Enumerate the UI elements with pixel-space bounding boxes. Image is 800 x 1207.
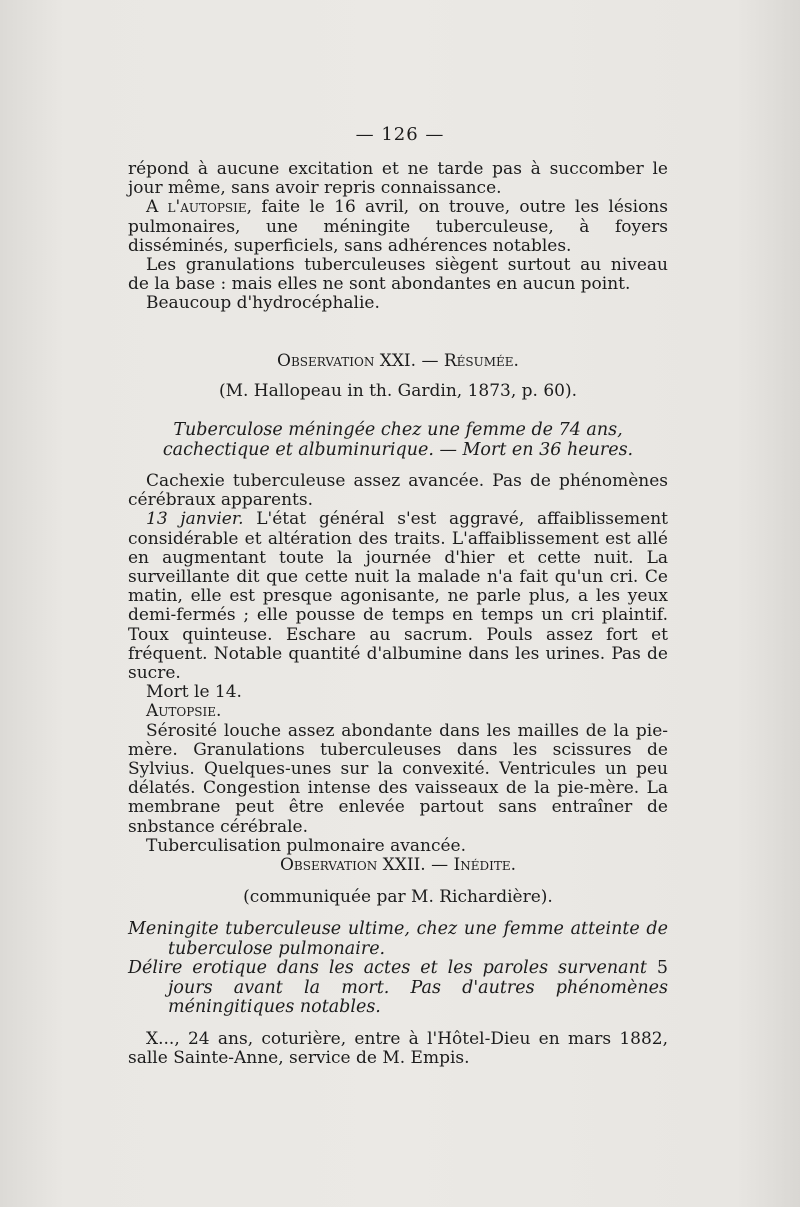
autopsy-paragraph xyxy=(128,198,668,256)
page-number: — 126 — xyxy=(355,124,445,145)
paragraph: Cachexie tuberculeuse assez avancée. Pas de phénomènes cérébraux apparents. xyxy=(128,471,668,511)
obs22-source-text: (communiquée par M. Richardière). xyxy=(243,887,553,907)
paragraph: Beaucoup d'hydrocéphalie. xyxy=(146,293,380,314)
paragraph: X..., 24 ans, coturière, entre à l'Hôtel-Dieu en mars 1882, salle Sainte-Anne, service de M. Empis. xyxy=(128,1029,668,1069)
paragraph: répond à aucune excitation et ne tarde pas à succomber le jour même, sans avoir repris connaissance. xyxy=(128,159,668,199)
autopsy-text: faite le 16 avril, on trouve, outre les lésions pulmonaires, une méningite tuberculeuse, à foyers disséminés, superficiels, sans adhérences notables. xyxy=(128,197,668,256)
obs22-body xyxy=(128,1030,668,1068)
obs22-title: Observation XXII. — Inédite. xyxy=(279,855,517,875)
obs21-heading xyxy=(128,352,668,371)
obs22-heading xyxy=(128,856,668,875)
summary-line: Meningite tuberculeuse ultime, chez une femme atteinte de tuberculose pulmonaire. xyxy=(128,919,668,959)
obs21-title: Observation XXI. — Résumée. xyxy=(277,351,519,371)
summary-line xyxy=(128,959,668,1018)
paragraph: Sérosité louche assez abondante dans les mailles de la pie-mère. Granulations tuberculeuses dans les scissures de Sylvius. Quelques-unes sur la convexité. Ventricules un peu délatés. Congestion intense des vaisseaux de la pie-mère. La membrane peut être enlevée partout sans entraîner de snbstance cérébrale. xyxy=(128,720,668,837)
obs21-source-text: (M. Hallopeau in th. Gardin, 1873, p. 60). xyxy=(218,381,578,401)
obs22-source xyxy=(128,888,668,907)
death-line: Mort le 14. xyxy=(146,682,242,703)
paragraph-text: L'état général s'est aggravé, affaiblissement considérable et altération des traits. L'affaiblissement est allé en augmentant toute la journée d'hier et cette nuit. La surveillante dit que cette nuit la malade n'a fait qu'un cri. Ce matin, elle est presque agonisante, ne parle plus, a les yeux demi-fermés ; elle pousse de temps en temps un cri plaintif. Toux quinteuse. Eschare au sacrum. Pouls assez fort et fréquent. Notable quantité d'albumine dans les urines. Pas de sucre. xyxy=(128,509,669,684)
obs21-body xyxy=(128,472,668,856)
obs21-source xyxy=(128,382,668,401)
obs21-summary: Tuberculose méningée chez une femme de 74 ans, cachectique et albuminurique. — Mort en 36 heures. xyxy=(162,420,634,460)
opening-section xyxy=(128,160,668,314)
summary-text: Délire erotique dans les actes et les paroles survenant xyxy=(128,958,657,978)
date-label: 13 janvier. xyxy=(146,509,244,530)
obs22-summary xyxy=(128,920,668,1018)
paragraph xyxy=(128,510,668,683)
paragraph: Tuberculisation pulmonaire avancée. xyxy=(146,835,467,856)
summary-number: 5 xyxy=(656,958,668,978)
autopsy-label: Autopsie. xyxy=(146,701,222,722)
paragraph: Les granulations tuberculeuses siègent surtout au niveau de la base : mais elles ne sont abondantes en aucun point. xyxy=(128,255,668,295)
autopsy-lead: A l'autopsie, xyxy=(146,197,253,218)
summary-text: jours avant la mort. Pas d'autres phénomènes méningitiques notables. xyxy=(168,977,668,1017)
